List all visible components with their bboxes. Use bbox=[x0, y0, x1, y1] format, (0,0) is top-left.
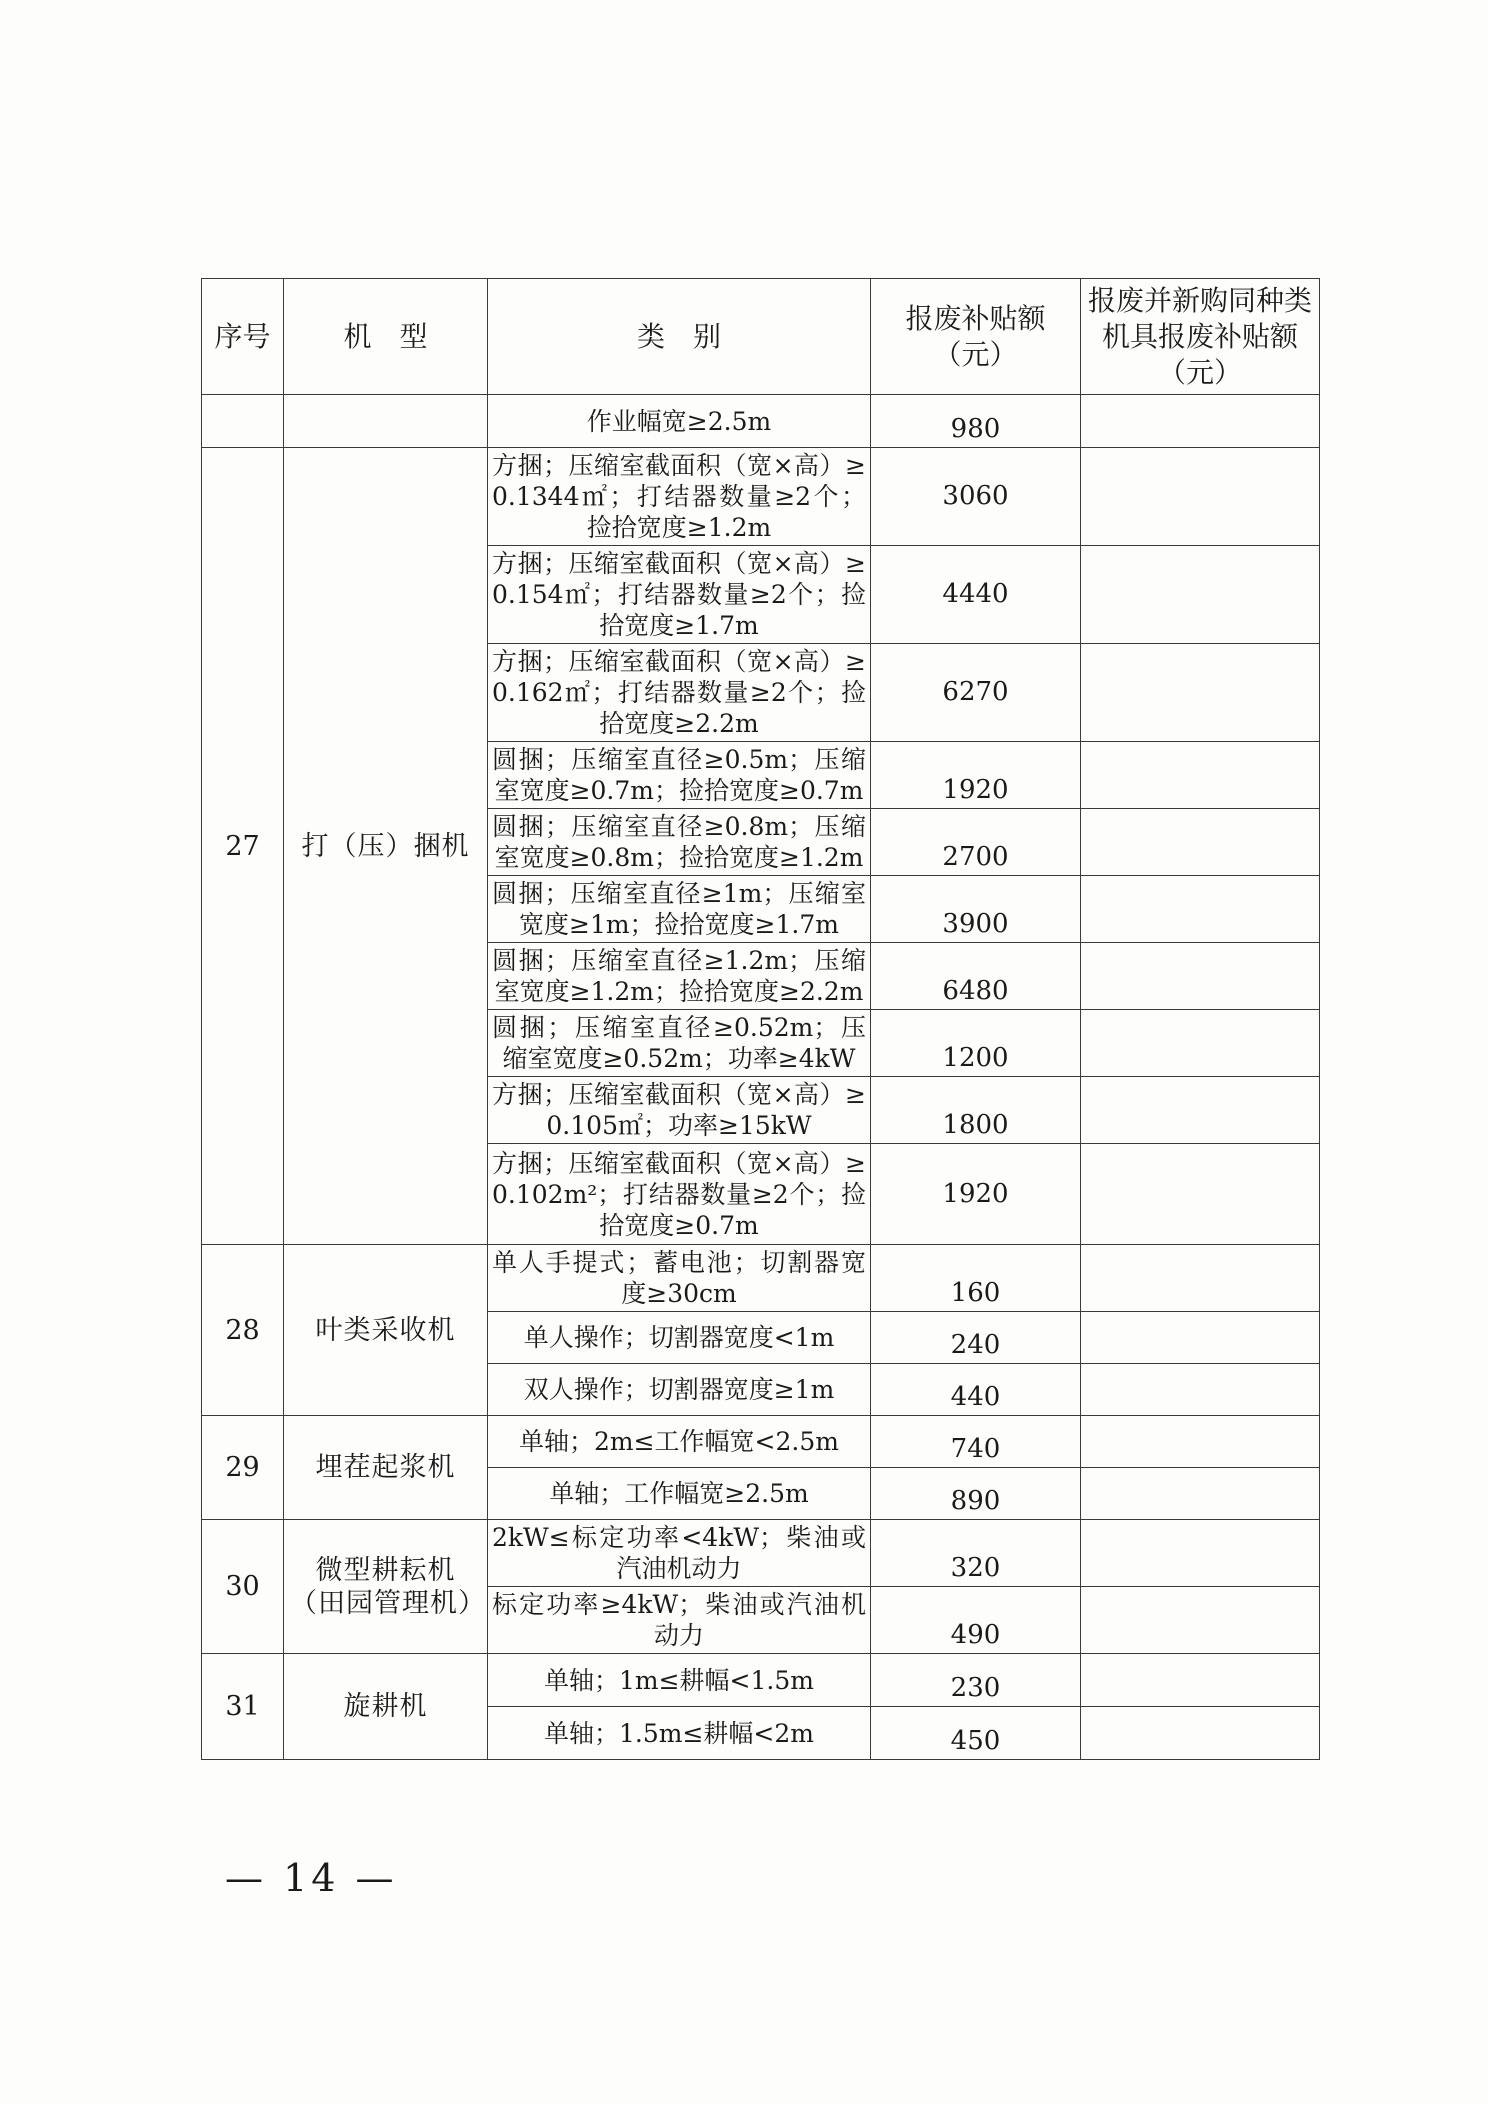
header-category: 类 别 bbox=[488, 279, 871, 395]
category-cell: 圆捆；压缩室直径≥1m；压缩室宽度≥1m；捡拾宽度≥1.7m bbox=[488, 876, 871, 943]
category-cell: 方捆；压缩室截面积（宽×高）≥0.1344㎡；打结器数量≥2个；捡拾宽度≥1.2m bbox=[488, 448, 871, 546]
amount-cell: 160 bbox=[871, 1245, 1081, 1312]
amount-cell: 450 bbox=[871, 1707, 1081, 1760]
amount-cell: 3900 bbox=[871, 876, 1081, 943]
amount-cell: 4440 bbox=[871, 546, 1081, 644]
row-type: 打（压）捆机 bbox=[284, 448, 488, 1245]
row-type bbox=[284, 395, 488, 448]
category-cell: 方捆；压缩室截面积（宽×高）≥0.154㎡；打结器数量≥2个；捡拾宽度≥1.7m bbox=[488, 546, 871, 644]
category-cell: 2kW≤标定功率<4kW；柴油或汽油机动力 bbox=[488, 1520, 871, 1587]
amount-cell: 890 bbox=[871, 1468, 1081, 1520]
amount-cell: 230 bbox=[871, 1654, 1081, 1707]
row-type: 旋耕机 bbox=[284, 1654, 488, 1760]
page-number: — 14 — bbox=[225, 1856, 398, 1900]
category-cell: 单轴；1m≤耕幅<1.5m bbox=[488, 1654, 871, 1707]
row-no: 30 bbox=[202, 1520, 284, 1654]
amount-cell: 1800 bbox=[871, 1077, 1081, 1144]
category-cell: 方捆；压缩室截面积（宽×高）≥0.105㎡；功率≥15kW bbox=[488, 1077, 871, 1144]
row-no: 31 bbox=[202, 1654, 284, 1760]
amount-new-cell bbox=[1081, 1364, 1320, 1416]
amount-cell: 1200 bbox=[871, 1010, 1081, 1077]
amount-new-cell bbox=[1081, 1520, 1320, 1587]
category-cell: 单人操作；切割器宽度<1m bbox=[488, 1312, 871, 1364]
category-cell: 圆捆；压缩室直径≥0.52m；压缩室宽度≥0.52m；功率≥4kW bbox=[488, 1010, 871, 1077]
amount-new-cell bbox=[1081, 1312, 1320, 1364]
amount-new-cell bbox=[1081, 1077, 1320, 1144]
amount-cell: 980 bbox=[871, 395, 1081, 448]
amount-cell: 440 bbox=[871, 1364, 1081, 1416]
category-cell: 单轴；1.5m≤耕幅<2m bbox=[488, 1707, 871, 1760]
row-no bbox=[202, 395, 284, 448]
amount-new-cell bbox=[1081, 1416, 1320, 1468]
amount-cell: 1920 bbox=[871, 742, 1081, 809]
table-body bbox=[202, 395, 1320, 1760]
row-type: 叶类采收机 bbox=[284, 1245, 488, 1416]
row-no: 27 bbox=[202, 448, 284, 1245]
amount-new-cell bbox=[1081, 1707, 1320, 1760]
amount-new-cell bbox=[1081, 943, 1320, 1010]
amount-cell: 240 bbox=[871, 1312, 1081, 1364]
category-cell: 双人操作；切割器宽度≥1m bbox=[488, 1364, 871, 1416]
category-cell: 方捆；压缩室截面积（宽×高）≥0.102m²；打结器数量≥2个；捡拾宽度≥0.7m bbox=[488, 1144, 871, 1245]
category-cell: 圆捆；压缩室直径≥0.5m；压缩室宽度≥0.7m；捡拾宽度≥0.7m bbox=[488, 742, 871, 809]
amount-new-cell bbox=[1081, 448, 1320, 546]
category-cell: 单轴；工作幅宽≥2.5m bbox=[488, 1468, 871, 1520]
category-cell: 圆捆；压缩室直径≥1.2m；压缩室宽度≥1.2m；捡拾宽度≥2.2m bbox=[488, 943, 871, 1010]
category-cell: 圆捆；压缩室直径≥0.8m；压缩室宽度≥0.8m；捡拾宽度≥1.2m bbox=[488, 809, 871, 876]
amount-cell: 1920 bbox=[871, 1144, 1081, 1245]
table-row bbox=[202, 1416, 1320, 1468]
category-cell: 作业幅宽≥2.5m bbox=[488, 395, 871, 448]
amount-new-cell bbox=[1081, 1654, 1320, 1707]
table-row bbox=[202, 1520, 1320, 1587]
header-subsidy-new: 报废并新购同种类机具报废补贴额（元） bbox=[1081, 279, 1320, 395]
amount-cell: 6270 bbox=[871, 644, 1081, 742]
row-type: 埋茬起浆机 bbox=[284, 1416, 488, 1520]
amount-new-cell bbox=[1081, 1587, 1320, 1654]
row-no: 28 bbox=[202, 1245, 284, 1416]
category-cell: 标定功率≥4kW；柴油或汽油机动力 bbox=[488, 1587, 871, 1654]
amount-cell: 2700 bbox=[871, 809, 1081, 876]
header-row bbox=[202, 279, 1320, 395]
amount-cell: 320 bbox=[871, 1520, 1081, 1587]
table-header bbox=[202, 279, 1320, 395]
table-row bbox=[202, 448, 1320, 546]
table-row bbox=[202, 1245, 1320, 1312]
amount-new-cell bbox=[1081, 876, 1320, 943]
amount-new-cell bbox=[1081, 1144, 1320, 1245]
amount-cell: 740 bbox=[871, 1416, 1081, 1468]
amount-new-cell bbox=[1081, 546, 1320, 644]
row-no: 29 bbox=[202, 1416, 284, 1520]
amount-new-cell bbox=[1081, 742, 1320, 809]
amount-new-cell bbox=[1081, 1245, 1320, 1312]
amount-new-cell bbox=[1081, 809, 1320, 876]
amount-new-cell bbox=[1081, 395, 1320, 448]
header-subsidy: 报废补贴额（元） bbox=[871, 279, 1081, 395]
amount-new-cell bbox=[1081, 1010, 1320, 1077]
amount-cell: 6480 bbox=[871, 943, 1081, 1010]
row-type: 微型耕耘机（田园管理机） bbox=[284, 1520, 488, 1654]
category-cell: 单轴；2m≤工作幅宽<2.5m bbox=[488, 1416, 871, 1468]
header-no: 序号 bbox=[202, 279, 284, 395]
amount-cell: 3060 bbox=[871, 448, 1081, 546]
category-cell: 方捆；压缩室截面积（宽×高）≥0.162㎡；打结器数量≥2个；捡拾宽度≥2.2m bbox=[488, 644, 871, 742]
amount-cell: 490 bbox=[871, 1587, 1081, 1654]
subsidy-table bbox=[201, 278, 1320, 1760]
table-row bbox=[202, 1654, 1320, 1707]
table-row bbox=[202, 395, 1320, 448]
amount-new-cell bbox=[1081, 644, 1320, 742]
amount-new-cell bbox=[1081, 1468, 1320, 1520]
header-type: 机 型 bbox=[284, 279, 488, 395]
category-cell: 单人手提式；蓄电池；切割器宽度≥30cm bbox=[488, 1245, 871, 1312]
